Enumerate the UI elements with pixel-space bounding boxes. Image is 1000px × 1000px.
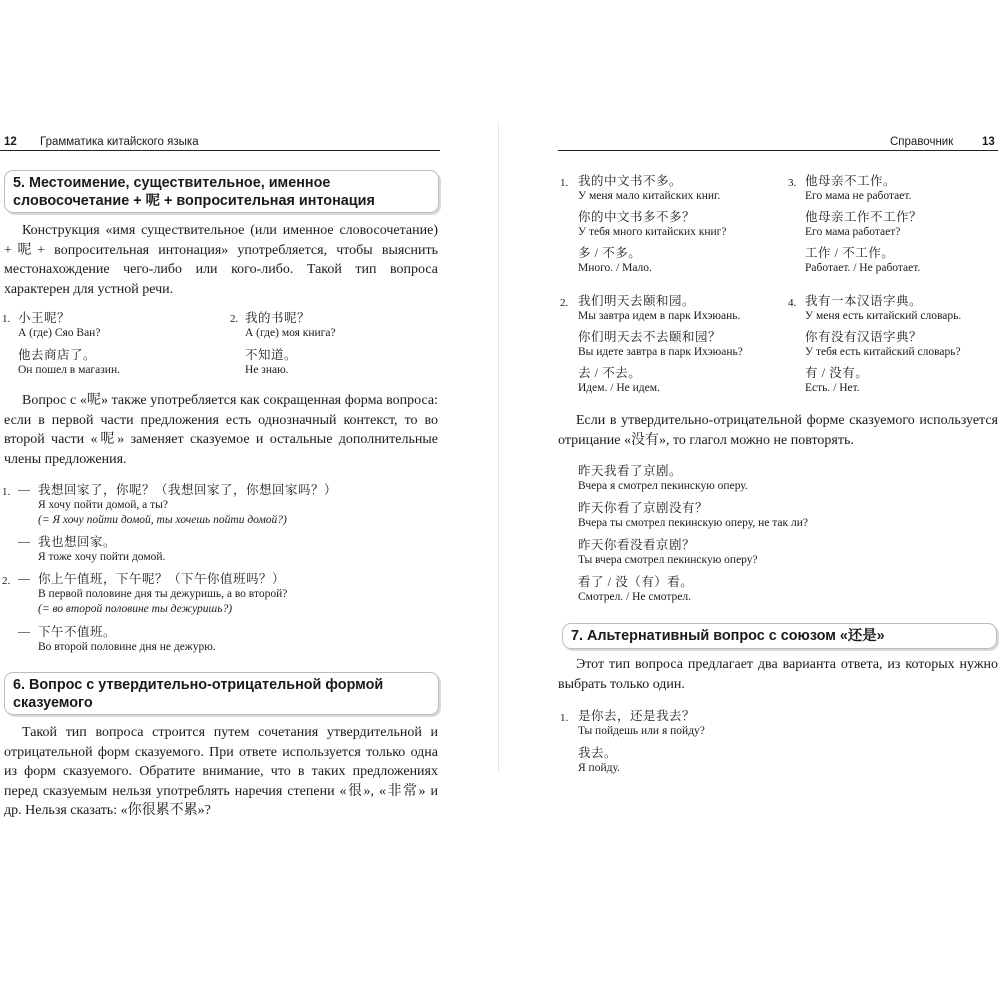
zh-line: 我想回家了，你呢？（我想回家了，你想回家吗？）: [38, 483, 338, 497]
example-number: 1.: [560, 712, 569, 724]
ru-line: У тебя много китайских книг?: [578, 226, 727, 238]
example-block: [578, 708, 705, 776]
running-title: Справочник: [890, 136, 954, 148]
ru-line: У меня мало китайских книг.: [578, 190, 721, 202]
zh-line: 我也想回家。: [38, 535, 117, 549]
section-title-line: 5. Местоимение, существительное, именное: [13, 175, 331, 191]
ru-line: Мы завтра идем в парк Ихэюань.: [578, 310, 741, 322]
example-block: [245, 310, 336, 378]
ru-line: В первой половине дня ты дежуришь, а во второй?: [38, 588, 288, 600]
page-number: 12: [4, 136, 17, 148]
ru-line: Его мама не работает.: [805, 190, 912, 202]
example-number: 1.: [560, 177, 569, 189]
example-number: 2.: [230, 313, 239, 325]
ru-line: Ты пойдешь или я пойду?: [578, 725, 705, 737]
zh-line: 你有没有汉语字典？: [805, 330, 923, 344]
zh-line: 昨天你看了京剧没有？: [578, 501, 709, 515]
ru-line: Ты вчера смотрел пекинскую оперу?: [578, 554, 758, 566]
zh-line: 有 / 没有。: [805, 366, 869, 380]
zh-line: 下午不值班。: [38, 625, 117, 639]
section-5-title: [4, 170, 439, 213]
zh-line: 看了 / 没（有）看。: [578, 575, 694, 589]
dialog-answer: [38, 624, 216, 655]
left-header: [0, 132, 440, 151]
zh-line: 我的中文书不多。: [578, 174, 683, 188]
dialog-answer: [38, 534, 165, 565]
zh-line: 多 / 不多。: [578, 246, 642, 260]
note-line: (= во второй половине ты дежуришь?): [38, 603, 233, 615]
ru-line: У тебя есть китайский словарь?: [805, 346, 961, 358]
ru-line: Много. / Мало.: [578, 262, 652, 274]
zh-line: 昨天你看没看京剧？: [578, 538, 696, 552]
ru-line: У меня есть китайский словарь.: [805, 310, 962, 322]
example-block: [578, 293, 743, 396]
ru-line: А (где) Сяо Ван?: [18, 327, 101, 339]
note-line: (= Я хочу пойти домой, ты хочешь пойти домой?): [38, 514, 287, 526]
left-page: [0, 132, 440, 818]
ru-line: Я хочу пойти домой, а ты?: [38, 499, 168, 511]
example-block: [805, 293, 961, 396]
section-6-title: [4, 672, 439, 715]
zh-line: 他去商店了。: [18, 348, 97, 362]
zh-line: 我有一本汉语字典。: [805, 294, 923, 308]
ru-line: Вчера я смотрел пекинскую оперу.: [578, 480, 748, 492]
zh-line: 不知道。: [245, 348, 298, 362]
dash: —: [18, 482, 30, 496]
zh-line: 我的书呢？: [245, 311, 311, 325]
ru-line: Работает. / Не работает.: [805, 262, 921, 274]
dialog-question: [38, 571, 287, 617]
page-gutter: [498, 122, 499, 772]
dash: —: [18, 534, 30, 548]
section-5-paragraph: Конструкция «имя существительное (или именное словосочетание) +呢+ вопросительная интонация» употребляется, чтобы выяснить местонахождение чего-либо или кого-либо. Такой тип вопроса характерен для устной речи.: [4, 223, 438, 297]
ru-line: Он пошел в магазин.: [18, 364, 120, 376]
ru-line: Я пойду.: [578, 762, 620, 774]
example-lines: [578, 463, 808, 605]
zh-line: 去 / 不去。: [578, 366, 642, 380]
ru-line: Смотрел. / Не смотрел.: [578, 591, 692, 603]
example-number: 1.: [2, 313, 11, 325]
ru-line: Я тоже хочу пойти домой.: [38, 551, 166, 563]
ru-line: Вы идете завтра в парк Ихэюань?: [578, 346, 743, 358]
zh-line: 你上午值班，下午呢？（下午你值班吗？）: [38, 572, 286, 586]
zh-line: 工作 / 不工作。: [805, 246, 895, 260]
example-number: 2.: [2, 575, 11, 587]
ru-line: Вчера ты смотрел пекинскую оперу, не так ли?: [578, 517, 808, 529]
zh-line: 昨天我看了京剧。: [578, 464, 683, 478]
section-title-line: словосочетание + 呢 + вопросительная интонация: [13, 193, 375, 209]
example-number: 3.: [788, 177, 797, 189]
example-block: [18, 310, 120, 378]
ru-line: Есть. / Нет.: [805, 382, 860, 394]
right-page: [558, 132, 998, 774]
example-block: [578, 173, 726, 276]
section-title-line: 6. Вопрос с утвердительно-отрицательной формой: [13, 677, 384, 693]
zh-line: 我们明天去颐和园。: [578, 294, 696, 308]
zh-line: 你的中文书多不多？: [578, 210, 696, 224]
example-number: 2.: [560, 297, 569, 309]
ru-line: А (где) моя книга?: [245, 327, 336, 339]
section-7-paragraph: Этот тип вопроса предлагает два варианта ответа, из которых нужно выбрать только один.: [558, 657, 998, 692]
page-number: 13: [982, 136, 995, 148]
ru-line: Его мама работает?: [805, 226, 901, 238]
section-7-title: 7. Альтернативный вопрос с союзом «还是»: [562, 623, 997, 649]
right-header: [558, 132, 998, 151]
running-title: Грамматика китайского языка: [40, 136, 199, 148]
zh-line: 他母亲不工作。: [805, 174, 897, 188]
right-paragraph: Если в утвердительно-отрицательной форме сказуемого используется отрицание «没有», то глагол можно не повторять.: [558, 413, 998, 448]
ru-line: Во второй половине дня не дежурю.: [38, 641, 216, 653]
dialog-question: [38, 482, 337, 528]
section-5-paragraph-2: Вопрос с «呢» также употребляется как сокращенная форма вопроса: если в первой части предложения есть однозначный контекст, то во второй части «呢» заменяет сказуемое и остальные дополнительные члены предложения.: [4, 393, 438, 467]
ru-line: Не знаю.: [245, 364, 289, 376]
zh-line: 小王呢？: [18, 311, 71, 325]
zh-line: 他母亲工作不工作？: [805, 210, 923, 224]
zh-line: 我去。: [578, 746, 618, 760]
example-number: 1.: [2, 486, 11, 498]
zh-line: 是你去，还是我去？: [578, 709, 696, 723]
example-block: [805, 173, 922, 276]
dash: —: [18, 624, 30, 638]
zh-line: 你们明天去不去颐和园？: [578, 330, 722, 344]
section-title-line: сказуемого: [13, 695, 93, 711]
section-6-paragraph: Такой тип вопроса строится путем сочетания утвердительной и отрицательной форм сказуемого. При ответе используется только одна из форм сказуемого. Обратите внимание, что в таких предложениях перед сказуемым нельзя употреблять наречия степени «很», «非常» и др. Нельзя сказать: «你很累不累»?: [4, 725, 438, 818]
dash: —: [18, 571, 30, 585]
example-number: 4.: [788, 297, 797, 309]
ru-line: Идем. / Не идем.: [578, 382, 660, 394]
